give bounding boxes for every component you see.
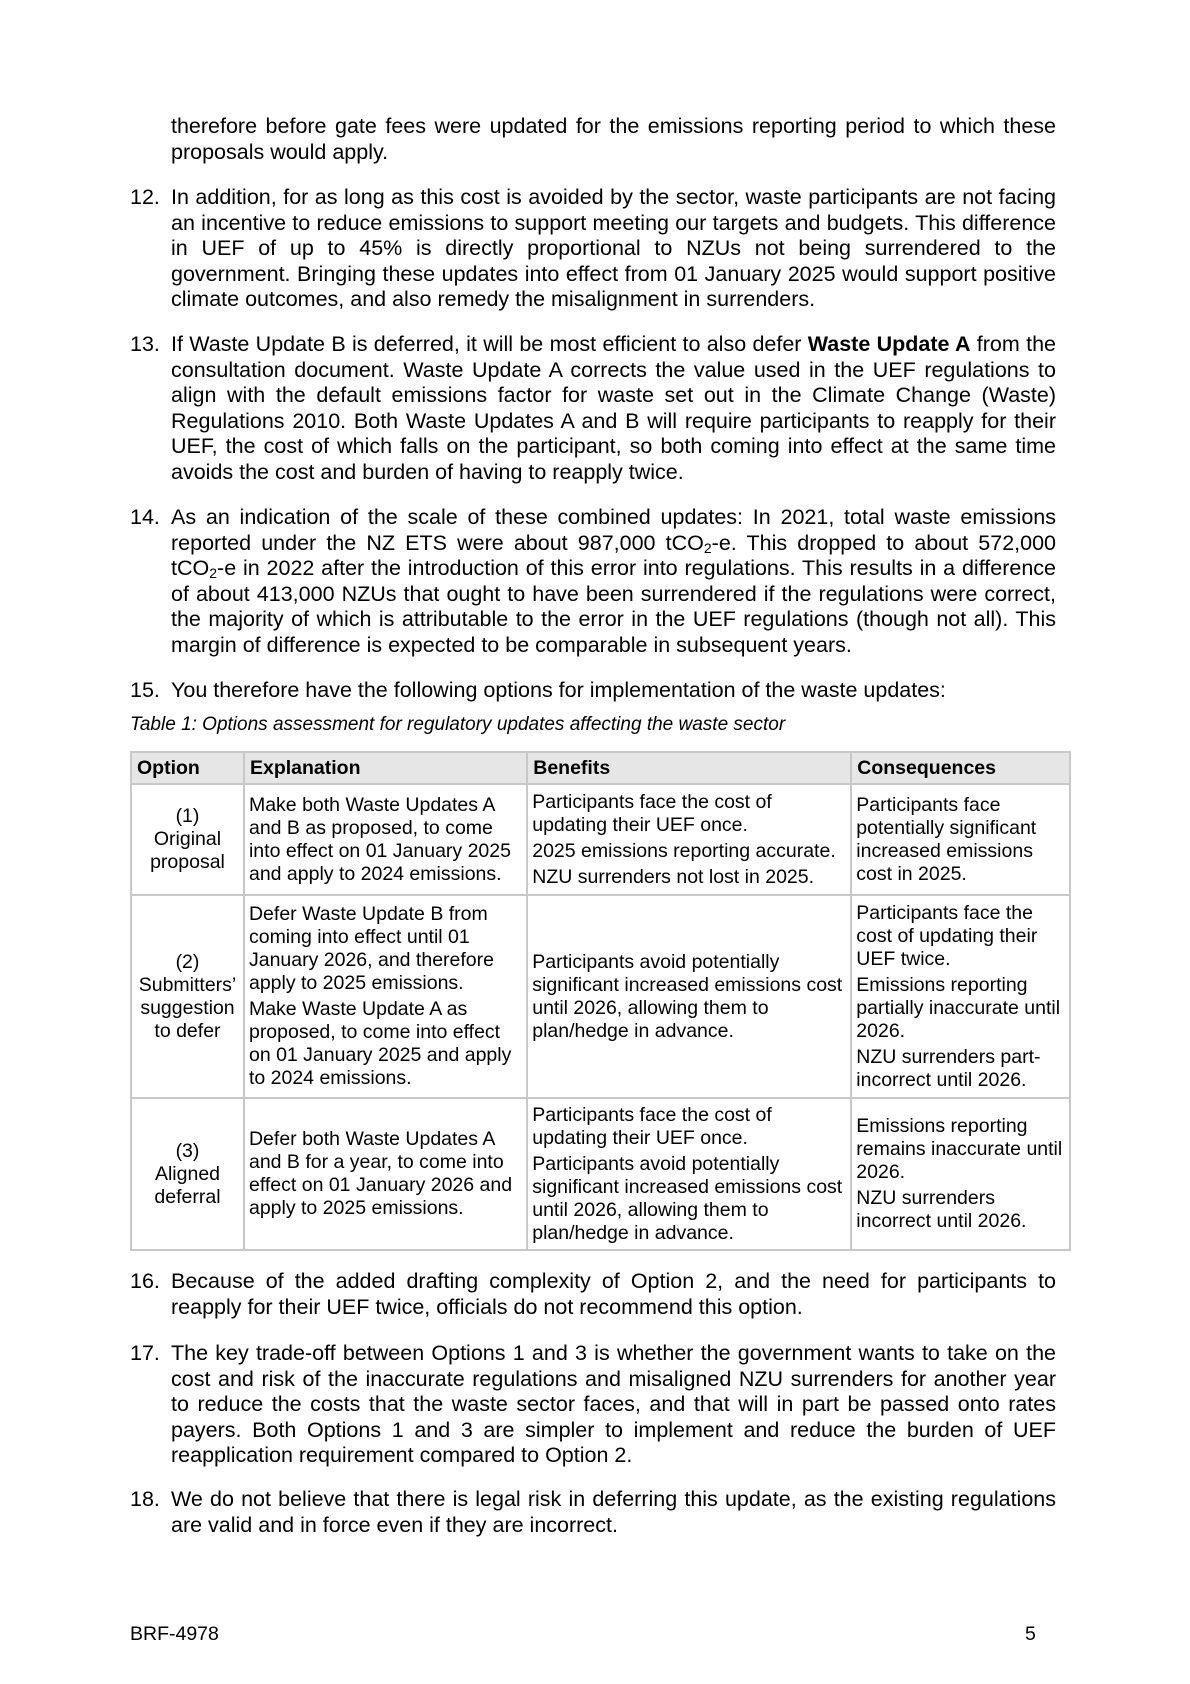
explanation-cell [244, 1098, 527, 1250]
paragraph-text: In addition, for as long as this cost is avoided by the sector, waste participants are not facing an incentive to reduce emissions to support meeting our targets and budgets. This difference in UEF of up to 45% is directly proportional to NZUs not being surrendered to the government. Bringing these updates into effect from 01 January 2025 would support positive climate outcomes, and also remedy the misalignment in surrenders. [171, 185, 1056, 311]
paragraph-number: 13. [130, 332, 160, 356]
option-line: (1) [175, 805, 200, 827]
paragraph-text [171, 332, 1056, 485]
column-header: Consequences [851, 752, 1070, 784]
paragraph-18 [130, 1487, 1056, 1538]
consequences-cell [851, 1098, 1070, 1250]
cell-text: NZU surrenders incorrect until 2026. [856, 1187, 1027, 1232]
benefits-cell [527, 1098, 851, 1250]
subscript: 2 [209, 565, 218, 581]
options-table [130, 751, 1071, 1251]
cell-text: Participants face the cost of updating their UEF twice. [856, 901, 1038, 970]
continuation-paragraph: therefore before gate fees were updated for the emissions reporting period to which these proposals would apply. [171, 114, 1056, 164]
page-number: 5 [1025, 1623, 1036, 1645]
text-segment: If Waste Update B is deferred, it will be most efficient to also defer [171, 332, 808, 356]
text-segment: -e in 2022 after the introduction of this error into regulations. This results in a difference of about 413,000 NZUs that ought to have been surrendered if the regulations were correct, the majority of which is attributable to the error in the UEF regulations (though not all). This margin of difference is expected to be comparable in subsequent years. [171, 556, 1056, 657]
cell-text: NZU surrenders part-incorrect until 2026. [856, 1045, 1041, 1091]
cell-text: Participants avoid potentially significant increased emissions cost until 2026, allowing them to plan/hedge in advance. [532, 950, 843, 1042]
option-line: (3) [175, 1139, 200, 1162]
cell-text: Defer Waste Update B from coming into effect until 01 January 2026, and therefore apply to 2025 emissions. [248, 903, 494, 994]
document-reference: BRF-4978 [130, 1623, 219, 1645]
subscript: 2 [703, 539, 712, 556]
paragraph-number: 12. [130, 185, 160, 209]
consequences-cell [851, 784, 1070, 895]
cell-text: Make both Waste Updates A and B as proposed, to come into effect on 01 January 2025 and apply to 2024 emissions. [248, 793, 511, 885]
cell-text: NZU surrenders not lost in 2025. [532, 865, 815, 888]
paragraph-13 [130, 332, 1056, 485]
column-header: Benefits [527, 752, 851, 784]
column-header: Explanation [244, 752, 527, 784]
paragraph-text: We do not believe that there is legal risk in deferring this update, as the existing regulations are valid and in force even if they are incorrect. [171, 1487, 1056, 1537]
bold-term: Waste Update A [807, 332, 971, 356]
option-line: Submitters’ [138, 973, 237, 996]
option-line: (2) [175, 950, 200, 973]
text-segment: -e. This dropped to about 572,000 tCO [171, 530, 1057, 580]
benefits-cell [527, 784, 851, 895]
option-line: proposal [150, 851, 225, 873]
column-header: Option [131, 752, 244, 784]
paragraph-number: 15. [130, 678, 160, 702]
table-row [131, 784, 1070, 895]
consequences-cell [851, 895, 1070, 1098]
paragraph-17 [130, 1341, 1056, 1469]
text-segment: As an indication of the scale of these combined updates: In 2021, total waste emissions reported under the NZ ETS were about 987,000 tCO [171, 505, 1056, 555]
cell-text: Participants face potentially significant increased emissions cost in 2025. [856, 793, 1037, 885]
table-header-row [131, 752, 1070, 784]
paragraph-number: 14. [130, 505, 160, 529]
paragraph-16 [130, 1269, 1056, 1320]
table-caption: Table 1: Options assessment for regulatory updates affecting the waste sector [130, 714, 786, 735]
paragraph-number: 17. [130, 1341, 160, 1365]
option-line: Aligned [154, 1162, 221, 1185]
cell-text: Defer both Waste Updates A and B for a year, to come into effect on 01 January 2026 and apply to 2025 emissions. [248, 1128, 513, 1219]
option-cell [131, 784, 244, 895]
cell-text: Participants avoid potentially significant increased emissions cost until 2026, allowing them to plan/hedge in advance. [532, 1152, 843, 1244]
benefits-cell [527, 895, 851, 1098]
paragraph-text [171, 505, 1056, 658]
paragraph-14 [130, 505, 1056, 658]
option-line: deferral [154, 1185, 221, 1208]
explanation-cell [244, 784, 527, 895]
paragraph-number: 18. [130, 1487, 160, 1511]
paragraph-text: Because of the added drafting complexity of Option 2, and the need for participants to reapply for their UEF twice, officials do not recommend this option. [171, 1269, 1056, 1319]
cell-text: Emissions reporting partially inaccurate until 2026. [856, 973, 1061, 1042]
text-segment: from the consultation document. Waste Update A corrects the value used in the UEF regulations to align with the default emissions factor for waste set out in the Climate Change (Waste) Regulations 2010. Both Waste Updates A and B will require participants to reapply for their UEF, the cost of which falls on the participant, so both coming into effect at the same time avoids the cost and burden of having to reapply twice. [171, 332, 1056, 484]
paragraph-text: You therefore have the following options for implementation of the waste updates: [171, 678, 946, 702]
option-cell [131, 895, 244, 1098]
option-line: suggestion [140, 996, 235, 1019]
cell-text: Participants face the cost of updating their UEF once. [532, 1103, 772, 1149]
option-line: Original [153, 828, 222, 850]
table-row [131, 1098, 1070, 1250]
option-cell [131, 1098, 244, 1250]
option-line: to defer [154, 1019, 221, 1042]
explanation-cell [244, 895, 527, 1098]
cell-text: Make Waste Update A as proposed, to come into effect on 01 January 2025 and apply to 2024 emissions. [248, 998, 512, 1089]
cell-text: 2025 emissions reporting accurate. [532, 839, 836, 862]
cell-text: Emissions reporting remains inaccurate until 2026. [856, 1115, 1063, 1183]
table-row [131, 895, 1070, 1098]
cell-text: Participants face the cost of updating their UEF once. [532, 790, 772, 836]
paragraph-text: The key trade-off between Options 1 and 3 is whether the government wants to take on the cost and risk of the inaccurate regulations and misaligned NZU surrenders for another year to reduce the costs that the waste sector faces, and that will in part be passed onto rates payers. Both Options 1 and 3 are simpler to implement and reduce the burden of UEF reapplication requirement compared to Option 2. [171, 1341, 1056, 1467]
paragraph-15 [130, 678, 1056, 704]
paragraph-12 [130, 185, 1056, 313]
paragraph-number: 16. [130, 1269, 160, 1293]
